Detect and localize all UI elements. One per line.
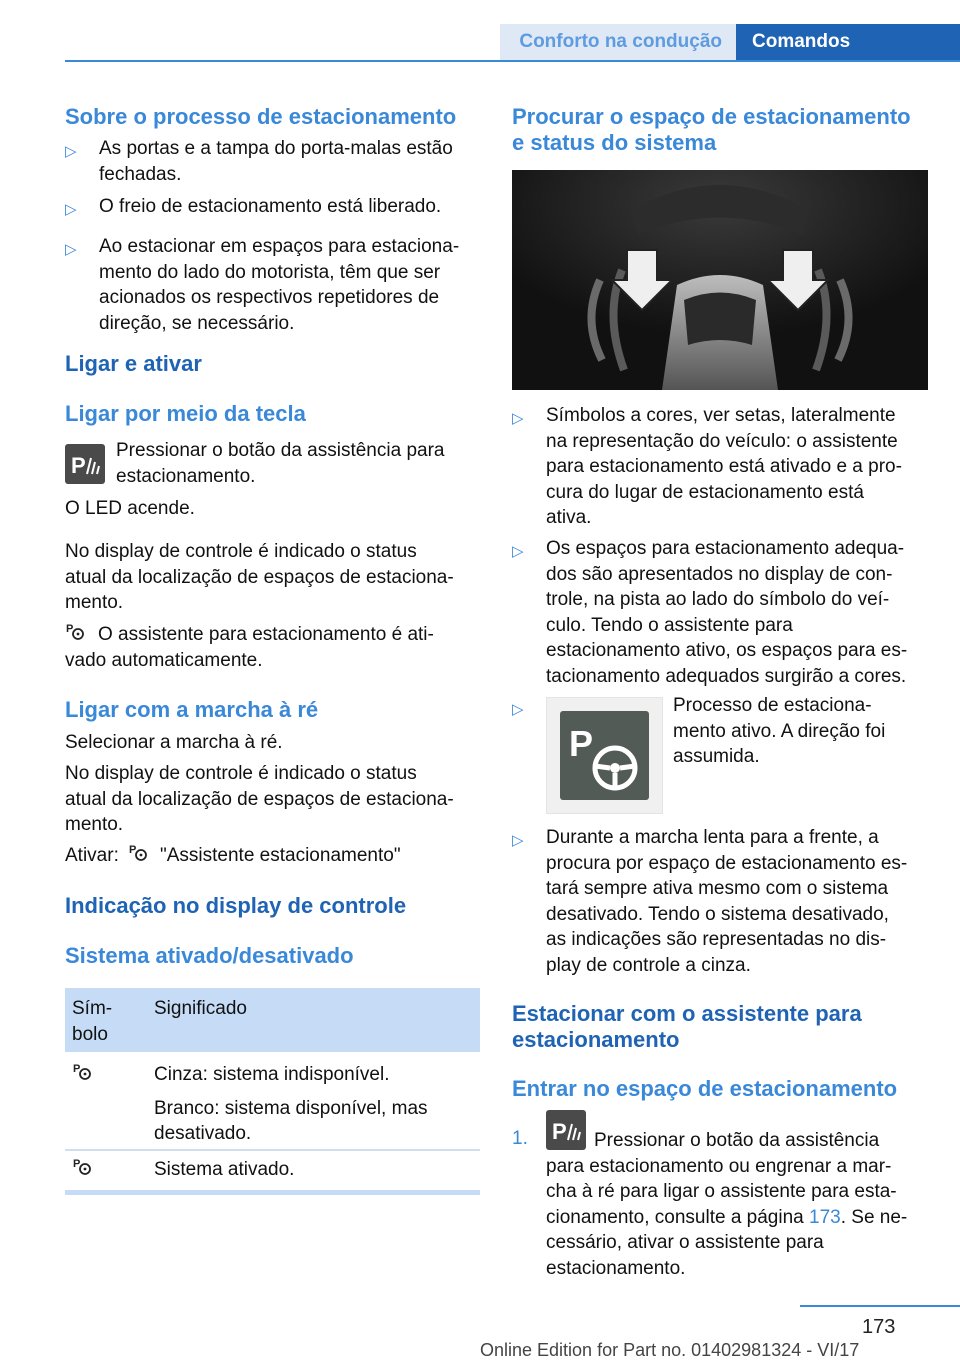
led-text: O LED acende. xyxy=(65,498,195,519)
svg-text:P: P xyxy=(66,623,74,635)
ativar-label: Ativar: xyxy=(65,845,119,866)
bullet-icon: ▷ xyxy=(65,201,77,218)
table-divider xyxy=(65,1149,480,1151)
table-row: Sistema ativado. xyxy=(154,1159,295,1180)
sel-re-text: Selecionar a marcha à ré. xyxy=(65,732,283,753)
parking-display-photo xyxy=(512,170,928,390)
table-header xyxy=(65,988,480,1052)
table-bottom-rule xyxy=(65,1190,480,1195)
bullet-icon: ▷ xyxy=(65,241,77,258)
bullet-icon: ▷ xyxy=(65,143,77,160)
svg-text:P: P xyxy=(73,1158,81,1170)
bullet-icon: ▷ xyxy=(512,701,524,718)
header-active-tab[interactable]: Comandos xyxy=(736,24,960,62)
heading-indicacao: Indicação no display de controle xyxy=(65,893,407,918)
bullet-icon: ▷ xyxy=(512,543,524,560)
footer-text: Online Edition for Part no. 01402981324 - VI/17 xyxy=(480,1340,860,1360)
display-text: No display de controle é indicado o status atual da localização de espaços de estaciona- mento. xyxy=(65,541,454,613)
list-item: O freio de estacionamento está liberado. xyxy=(99,196,442,217)
heading-tecla: Ligar por meio da tecla xyxy=(65,401,306,426)
svg-text:P: P xyxy=(129,844,137,856)
list-item: As portas e a tampa do porta-malas estão fechadas. xyxy=(99,138,453,185)
bullet-icon: ▷ xyxy=(512,410,524,427)
park-assist-active-icon xyxy=(72,1155,94,1177)
heading-estacionar: Estacionar com o assistente para estacionamento xyxy=(512,1001,862,1052)
park-assist-small-icon xyxy=(72,1060,94,1082)
svg-text:P: P xyxy=(552,1119,567,1144)
table-header-meaning: Significado xyxy=(154,998,247,1019)
heading-ligar: Ligar e ativar xyxy=(65,351,202,376)
park-assist-button-icon xyxy=(65,444,105,484)
tecla-text: Pressionar o botão da assistência para estacionamento. xyxy=(116,440,445,487)
list-item: Símbolos a cores, ver setas, lateralmente na representação do veículo: o assistente para estacionamento está ativado e a pro- cura do lugar de estacionamento está ativa. xyxy=(546,405,902,528)
auto-text: O assistente para estacionamento é ati- vado automaticamente. xyxy=(65,624,434,671)
heading-sistema: Sistema ativado/desativado xyxy=(65,943,354,968)
display-text-2: No display de controle é indicado o status atual da localização de espaços de estaciona- mento. xyxy=(65,763,454,835)
step-number: 1. xyxy=(512,1128,528,1149)
parking-active-icon xyxy=(546,697,663,814)
heading-re: Ligar com a marcha à ré xyxy=(65,697,319,722)
page-link[interactable]: 173 xyxy=(809,1206,841,1228)
step-text: Pressionar o botão da assistência para estacionamento ou engrenar a mar- cha à ré para ligar o assistente para esta- cionamento, consulte a página 173. Se ne- cessário, ativar o assistente para estacionamento. xyxy=(546,1130,908,1279)
table-row: Cinza: sistema indisponível. Branco: sistema disponível, mas desativado. xyxy=(154,1064,428,1144)
header-rule xyxy=(65,60,960,62)
park-assist-small-icon xyxy=(128,841,150,863)
heading-procurar: Procurar o espaço de estacionamento e status do sistema xyxy=(512,104,911,155)
list-item: Processo de estaciona- mento ativo. A direção foi assumida. xyxy=(673,695,886,767)
heading-sobre: Sobre o processo de estacionamento xyxy=(65,104,457,129)
page-number: 173 xyxy=(862,1316,896,1338)
table-header-symbol: Sím- bolo xyxy=(72,998,113,1045)
bullet-icon: ▷ xyxy=(512,832,524,849)
svg-text:P: P xyxy=(71,453,86,478)
footer-rule xyxy=(800,1305,960,1307)
list-item: Durante a marcha lenta para a frente, a procura por espaço de estacionamento es- tará sempre ativa mesmo com o sistema desativado. Tendo o sistema desativado, as indicações são representadas no dis- play de controle a cinza. xyxy=(546,827,908,976)
heading-entrar: Entrar no espaço de estacionamento xyxy=(512,1076,898,1101)
list-item: Ao estacionar em espaços para estaciona- mento do lado do motorista, têm que ser acionados os respectivos repetidores de direção, se necessário. xyxy=(99,236,460,334)
svg-text:P: P xyxy=(569,723,594,764)
list-item: Os espaços para estacionamento adequa- dos são apresentados no display de con- trole, na pista ao lado do símbolo do veí- culo. Tendo o assistente para estacionamento ativo, os espaços para es- tacionamento adequados surgirão a cores. xyxy=(546,538,908,687)
ativar-value: "Assistente estacionamento" xyxy=(160,845,401,866)
svg-text:P: P xyxy=(73,1063,81,1075)
header-section-tab[interactable]: Conforto na condução xyxy=(500,24,736,60)
